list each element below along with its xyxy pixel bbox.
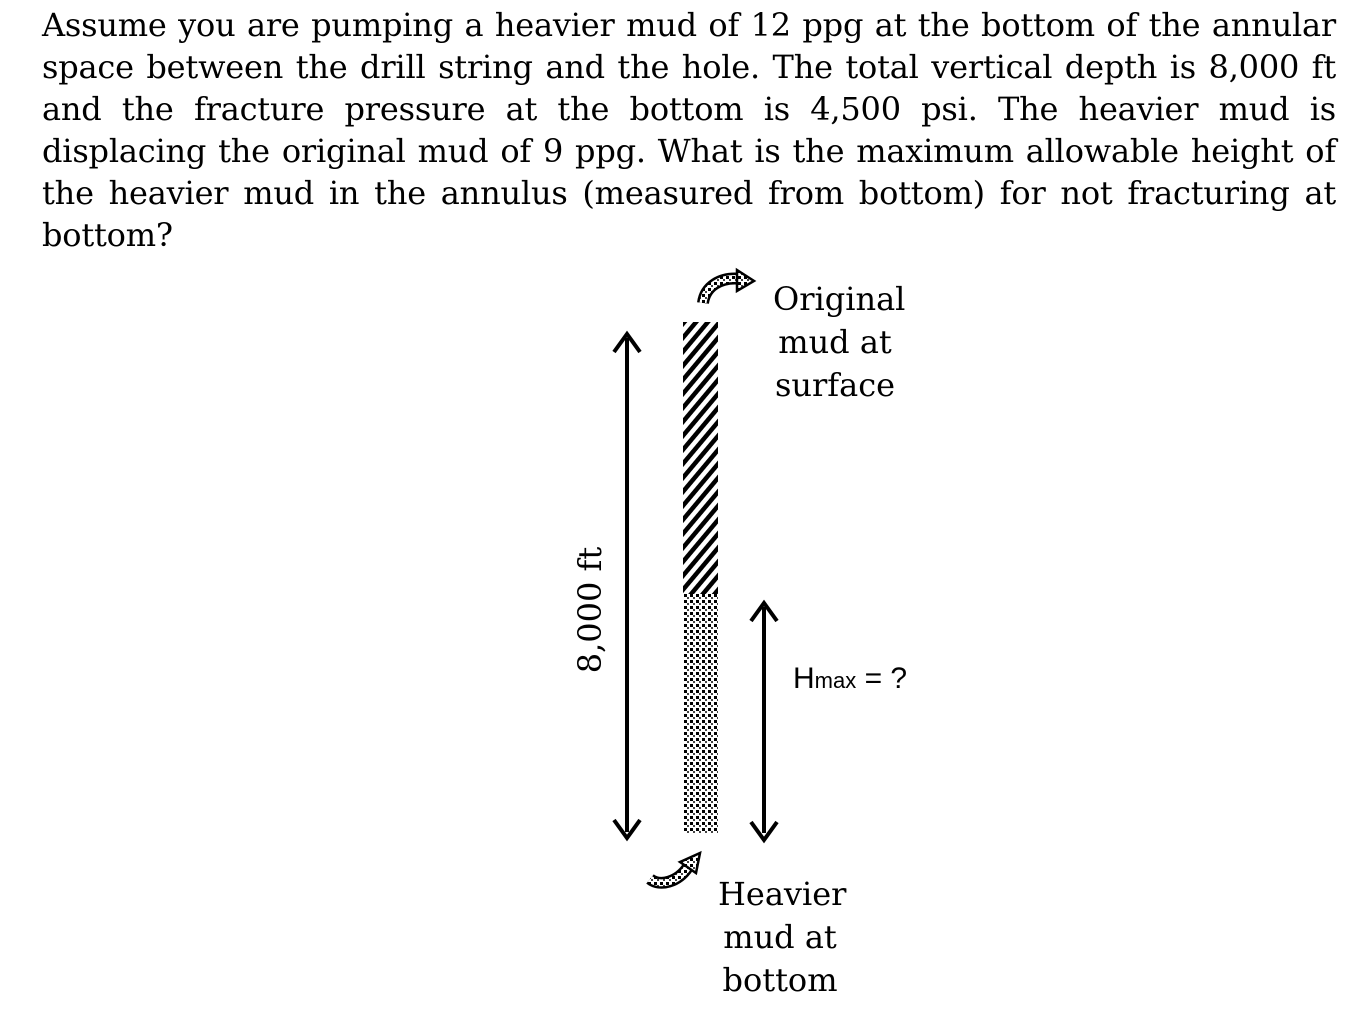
heavier-mud-label-line-3: bottom — [722, 961, 838, 999]
hmax-suffix: = ? — [856, 662, 908, 695]
hmax-arrow — [751, 603, 777, 840]
original-mud-label-line-3: surface — [774, 366, 896, 404]
heavier-mud-column — [683, 594, 718, 834]
hmax-subscript: max — [814, 668, 857, 693]
hmax-label — [793, 662, 907, 696]
hmax-symbol: H — [793, 662, 815, 695]
original-mud-column — [683, 322, 718, 594]
inflow-arrow-icon — [650, 853, 700, 883]
depth-label: 8,000 ft — [571, 546, 609, 674]
question-text: Assume you are pumping a heavier mud of 12 ppg at the bottom of the annular space between the drill string and the hole. The total vertical depth is 8,000 ft and the fracture pressure at the bottom is 4,500 psi. The heavier mud is displacing the original mud of 9 ppg. What is the maximum allowable height of the heavier mud in the annulus (measured from bottom) for not fracturing at bottom? — [42, 6, 1336, 254]
original-mud-label-line-1: Original — [773, 280, 906, 318]
original-mud-label-line-2: mud at — [778, 323, 892, 361]
heavier-mud-label-line-2: mud at — [723, 918, 837, 956]
depth-arrow — [614, 334, 640, 838]
heavier-mud-label — [718, 873, 847, 1002]
heavier-mud-label-line-1: Heavier — [718, 875, 847, 913]
original-mud-label — [773, 278, 906, 407]
outflow-arrow-icon — [703, 270, 754, 303]
